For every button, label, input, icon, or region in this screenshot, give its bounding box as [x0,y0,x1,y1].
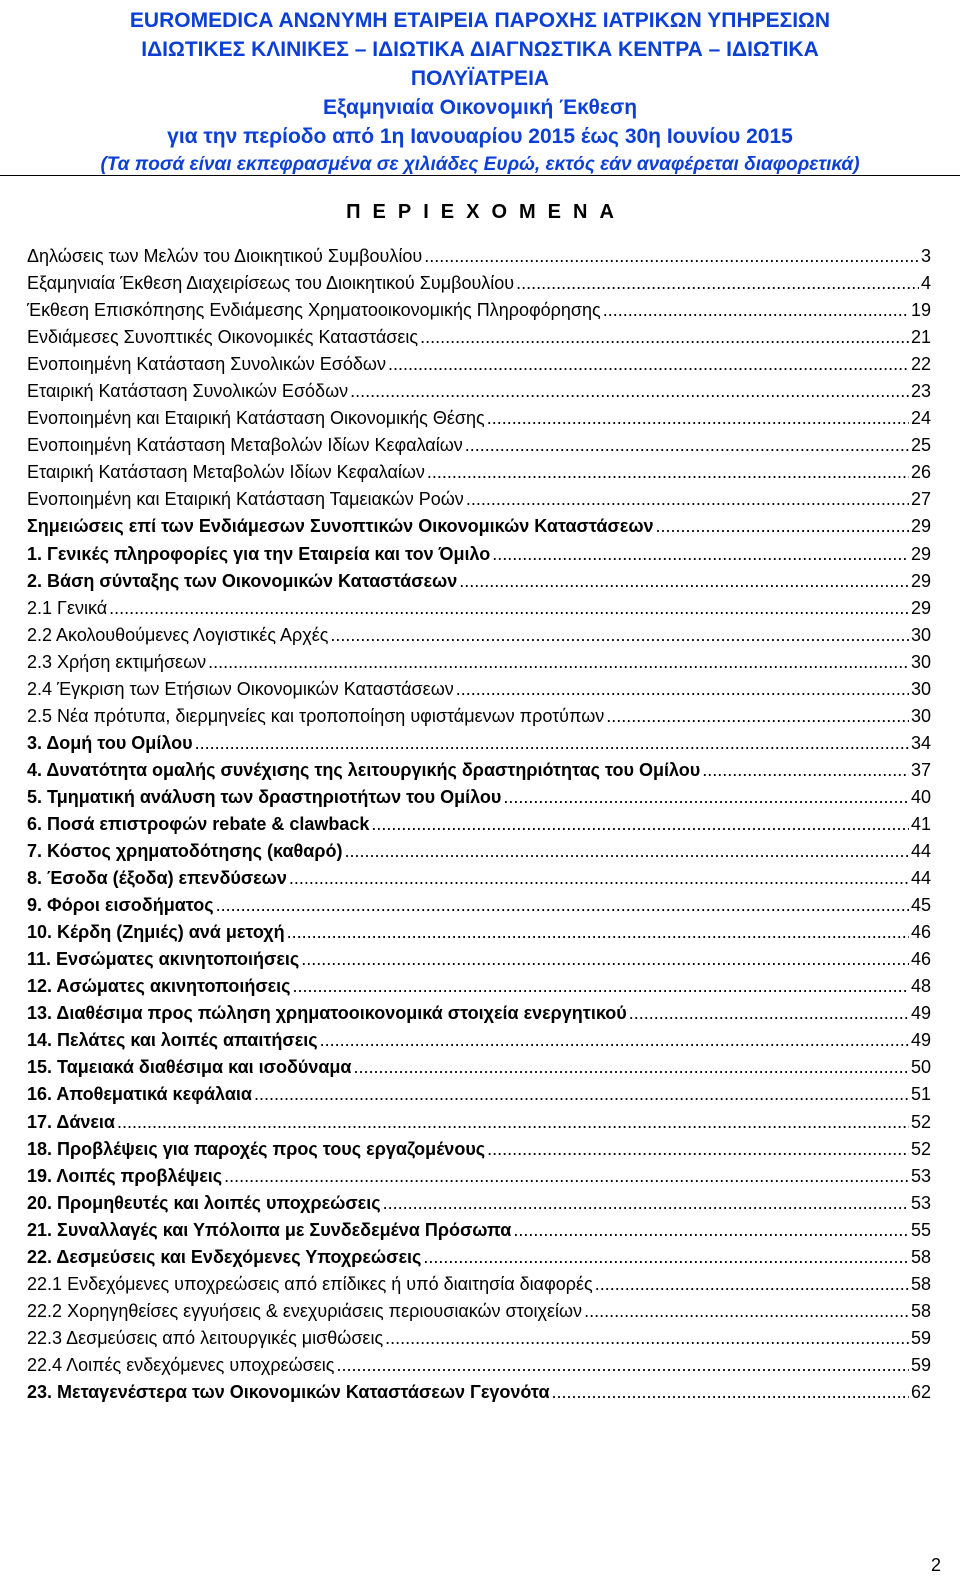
toc-entry[interactable] [27,919,931,946]
toc-dot-leader [656,513,909,540]
toc-entry-page: 59 [910,1327,931,1348]
toc-entry[interactable] [27,1217,931,1244]
toc-entry-page: 44 [910,868,931,889]
toc-entry-label [27,784,501,811]
toc-entry-number: 2.4 [27,678,53,699]
toc-dot-leader [629,1000,909,1027]
toc-entry-number: 8. [27,868,43,889]
toc-entry-text: Εξαμηνιαία Έκθεση Διαχειρίσεως του Διοικητικού Συμβουλίου [27,273,515,294]
toc-entry-page: 50 [910,1057,931,1078]
toc-entry-page: 30 [910,705,931,726]
toc-entry-text: Τμηματική ανάλυση των δραστηριοτήτων του Ομίλου [47,786,502,807]
toc-entry-number: 22.4 [27,1354,63,1375]
toc-entry-text: Ακολουθούμενες Λογιστικές Αρχές [56,624,329,645]
toc-entry[interactable] [27,378,931,405]
toc-entry-page: 25 [910,435,931,456]
toc-entry-label [27,973,291,1000]
toc-entry-label [27,1352,334,1379]
toc-entry-number: 2.3 [27,651,53,672]
toc-entry-label [27,1136,485,1163]
toc-entry-number: 22.3 [27,1327,63,1348]
toc-entry[interactable] [27,1271,931,1298]
toc-entry[interactable] [27,892,931,919]
toc-entry-text: Προμηθευτές και λοιπές υποχρεώσεις [57,1192,381,1213]
toc-entry-label [27,1054,352,1081]
toc-dot-leader [603,297,909,324]
toc-entry[interactable] [27,568,931,595]
toc-entry[interactable] [27,351,931,378]
toc-entry-text: Ταμειακά διαθέσιμα και ισοδύναμα [57,1057,352,1078]
toc-entry[interactable] [27,1081,931,1108]
toc-entry-label [27,405,485,432]
toc-entry-text: Μεταγενέστερα των Οικονομικών Καταστάσεων Γεγονότα [57,1381,550,1402]
toc-entry-page: 30 [910,624,931,645]
toc-entry[interactable] [27,649,931,676]
toc-entry-page: 49 [910,1030,931,1051]
toc-entry[interactable] [27,757,931,784]
toc-entry[interactable] [27,243,931,270]
toc-entry-label [27,838,342,865]
toc-entry[interactable] [27,1027,931,1054]
toc-entry-label [27,703,604,730]
toc-entry-label [27,946,299,973]
toc-dot-leader [492,541,909,568]
toc-entry-page: 55 [910,1219,931,1240]
header-divider [0,175,960,176]
toc-entry-label [27,1027,318,1054]
toc-entry-number: 3. [27,732,43,753]
toc-dot-leader [584,1298,909,1325]
toc-entry-page: 29 [910,543,931,564]
toc-entry-label [27,568,457,595]
toc-entry[interactable] [27,946,931,973]
toc-entry-label [27,1190,381,1217]
toc-entry-text: Εταιρική Κατάσταση Συνολικών Εσόδων [27,381,349,402]
toc-entry-number: 9. [27,895,43,916]
toc-entry[interactable] [27,1244,931,1271]
toc-entry-text: Γενικές πληροφορίες για την Εταιρεία και τον Όμιλο [47,543,491,564]
toc-entry-label [27,270,514,297]
toc-entry[interactable] [27,1352,931,1379]
toc-entry-number: 23. [27,1381,53,1402]
toc-dot-leader [208,649,909,676]
toc-entry[interactable] [27,405,931,432]
toc-dot-leader [301,946,909,973]
toc-entry-page: 59 [910,1354,931,1375]
toc-entry-text: Φόροι εισοδήματος [47,895,214,916]
toc-dot-leader [216,892,909,919]
toc-entry-label [27,486,464,513]
toc-dot-leader [195,730,909,757]
toc-entry[interactable] [27,459,931,486]
toc-entry-number: 2.2 [27,624,53,645]
page-number: 2 [930,1555,941,1575]
toc-entry-page: 52 [910,1138,931,1159]
toc-entry[interactable] [27,838,931,865]
toc-dot-leader [388,351,909,378]
toc-dot-leader [383,1190,909,1217]
toc-entry-text: Συναλλαγές και Υπόλοιπα με Συνδεδεμένα Πρόσωπα [57,1219,512,1240]
toc-entry-number: 13. [27,1003,53,1024]
toc-entry-label [27,1325,383,1352]
toc-entry-number: 18. [27,1138,53,1159]
toc-entry-label [27,1217,511,1244]
toc-entry-text: Ασώματες ακινητοποιήσεις [56,976,291,997]
toc-entry-page: 19 [910,300,931,321]
toc-entry-text: Αποθεματικά κεφάλαια [56,1084,252,1105]
toc-entry-label [27,730,193,757]
toc-dot-leader [254,1081,909,1108]
toc-entry-text: Κέρδη (Ζημιές) ανά μετοχή [57,922,285,943]
toc-dot-leader [224,1163,909,1190]
toc-entry[interactable] [27,1136,931,1163]
toc-entry[interactable] [27,811,931,838]
toc-entry-label [27,649,206,676]
document-header [0,0,960,178]
toc-entry-page: 58 [910,1246,931,1267]
toc-entry-number: 22.2 [27,1300,63,1321]
toc-entry[interactable] [27,1190,931,1217]
toc-entry-page: 58 [910,1300,931,1321]
toc-entry-number: 7. [27,841,43,862]
table-of-contents [27,243,931,1406]
toc-entry[interactable] [27,297,931,324]
toc-entry-text: Ενσώματες ακινητοποιήσεις [56,949,300,970]
toc-entry-page: 30 [910,651,931,672]
header-currency-note: (Τα ποσά είναι εκπεφρασμένα σε χιλιάδες Ευρώ, εκτός εάν αναφέρεται διαφορετικά) [100,154,860,175]
toc-entry-text: Έσοδα (έξοδα) επενδύσεων [47,868,287,889]
toc-entry-text: Προβλέψεις για παροχές προς τους εργαζομένους [57,1138,486,1159]
toc-entry-number: 2. [27,570,43,591]
header-company-activities: ΙΔΙΩΤΙΚΕΣ ΚΛΙΝΙΚΕΣ – ΙΔΙΩΤΙΚΑ ΔΙΑΓΝΩΣΤΙΚΑ ΚΕΝΤΡΑ – ΙΔΙΩΤΙΚΑ [141,38,819,61]
toc-dot-leader [427,459,909,486]
toc-entry[interactable] [27,1054,931,1081]
toc-entry-text: Βάση σύνταξης των Οικονομικών Καταστάσεων [47,570,458,591]
toc-entry-label [27,1244,421,1271]
toc-entry-text: Διαθέσιμα προς πώληση χρηματοοικονομικά στοιχεία ενεργητικού [56,1003,627,1024]
toc-entry-page: 53 [910,1192,931,1213]
toc-entry-page: 30 [910,678,931,699]
toc-entry-page: 41 [910,813,931,834]
toc-dot-leader [344,838,909,865]
toc-entry[interactable] [27,622,931,649]
toc-entry-page: 34 [910,732,931,753]
toc-entry-label [27,1379,550,1406]
toc-entry-page: 45 [910,895,931,916]
toc-entry-number: 10. [27,922,53,943]
toc-entry[interactable] [27,703,931,730]
toc-entry-text: Γενικά [57,597,108,618]
toc-entry-text: Ενοποιημένη και Εταιρική Κατάσταση Οικονομικής Θέσης [27,408,485,429]
toc-entry-label [27,243,422,270]
toc-entry-label [27,1163,222,1190]
toc-entry-page: 48 [910,976,931,997]
toc-entry-page: 51 [910,1084,931,1105]
toc-entry-number: 11. [27,949,52,970]
toc-dot-leader [606,703,909,730]
header-company-activities-cont: ΠΟΛΥΪΑΤΡΕΙΑ [410,67,550,90]
toc-entry-label [27,378,348,405]
toc-dot-leader [552,1379,909,1406]
toc-entry[interactable] [27,513,931,540]
toc-dot-leader [354,1054,909,1081]
toc-entry-label [27,595,107,622]
toc-entry-number: 12. [27,976,53,997]
toc-entry-page: 29 [910,570,931,591]
toc-entry-page: 40 [910,786,931,807]
toc-entry-page: 3 [920,246,931,266]
toc-entry-text: Ενοποιημένη και Εταιρική Κατάσταση Ταμειακών Ροών [27,489,464,510]
toc-entry-text: Χορηγηθείσες εγγυήσεις & ενεχυριάσεις περιουσιακών στοιχείων [67,1300,583,1321]
toc-entry-text: Δεσμεύσεις από λειτουργικές μισθώσεις [66,1327,384,1348]
toc-entry-text: Λοιπές προβλέψεις [56,1165,223,1186]
toc-entry-text: Χρήση εκτιμήσεων [57,651,207,672]
toc-dot-leader [420,324,909,351]
toc-dot-leader [287,919,909,946]
toc-entry[interactable] [27,541,931,568]
toc-entry-number: 4. [27,759,43,780]
toc-entry[interactable] [27,1109,931,1136]
toc-dot-leader [289,865,909,892]
toc-entry-label [27,919,285,946]
toc-entry-number: 16. [27,1084,53,1105]
toc-entry-text: Ενοποιημένη Κατάσταση Μεταβολών Ιδίων Κεφαλαίων [27,435,463,456]
toc-dot-leader [456,676,909,703]
toc-entry-page: 27 [910,489,931,510]
toc-entry[interactable] [27,595,931,622]
toc-entry-text: Ενδεχόμενες υποχρεώσεις από επίδικες ή υπό διαιτησία διαφορές [67,1273,593,1294]
toc-entry-label [27,513,654,540]
toc-dot-leader [371,811,909,838]
toc-entry-number: 1. [27,543,43,564]
toc-dot-leader [336,1352,909,1379]
toc-dot-leader [465,432,909,459]
toc-entry-text: Νέα πρότυπα, διερμηνείες και τροποποίηση υφιστάμενων προτύπων [57,705,605,726]
toc-entry-number: 2.5 [27,705,53,726]
toc-dot-leader [702,757,909,784]
toc-entry-page: 22 [910,354,931,375]
toc-dot-leader [487,405,909,432]
toc-title: ΠΕΡΙΕΧΟΜΕΝΑ [346,201,626,223]
toc-entry-label [27,1298,582,1325]
toc-entry-number: 20. [27,1192,53,1213]
toc-entry-label [27,432,463,459]
toc-entry-text: Δεσμεύσεις και Ενδεχόμενες Υποχρεώσεις [56,1246,422,1267]
toc-entry-page: 29 [910,597,931,618]
toc-dot-leader [293,973,909,1000]
toc-entry-label [27,324,418,351]
toc-entry-page: 21 [910,327,931,348]
toc-entry[interactable] [27,1163,931,1190]
toc-entry-label [27,892,214,919]
toc-entry-page: 52 [910,1111,931,1132]
toc-dot-leader [595,1271,909,1298]
toc-dot-leader [513,1217,909,1244]
toc-entry-number: 17. [27,1111,53,1132]
toc-entry-label [27,1109,115,1136]
toc-entry-label [27,351,386,378]
toc-entry[interactable] [27,865,931,892]
header-company-name: EUROMEDICA ΑΝΩΝΥΜΗ ΕΤΑΙΡΕΙΑ ΠΑΡΟΧΗΣ ΙΑΤΡΙΚΩΝ ΥΠΗΡΕΣΙΩΝ [129,9,831,32]
toc-entry-label [27,622,328,649]
toc-entry-page: 58 [910,1273,931,1294]
toc-entry[interactable] [27,730,931,757]
toc-dot-leader [487,1136,909,1163]
toc-dot-leader [424,243,919,270]
toc-dot-leader [350,378,909,405]
toc-dot-leader [466,486,909,513]
header-report-period: για την περίοδο από 1η Ιανουαρίου 2015 έως 30η Ιουνίου 2015 [167,125,793,148]
toc-entry-text: Δυνατότητα ομαλής συνέχισης της λειτουργικής δραστηριότητας του Ομίλου [46,759,701,780]
toc-entry-text: Σημειώσεις επί των Ενδιάμεσων Συνοπτικών Οικονομικών Καταστάσεων [27,516,654,537]
toc-entry-text: Πελάτες και λοιπές απαιτήσεις [57,1030,318,1051]
toc-entry-text: Ποσά επιστροφών rebate & clawback [47,813,370,834]
toc-entry[interactable] [27,784,931,811]
toc-entry[interactable] [27,486,931,513]
toc-entry-text: Λοιπές ενδεχόμενες υποχρεώσεις [66,1354,335,1375]
toc-dot-leader [459,568,909,595]
toc-entry-number: 15. [27,1057,53,1078]
toc-entry-text: Εταιρική Κατάσταση Μεταβολών Ιδίων Κεφαλαίων [27,462,425,483]
toc-dot-leader [503,784,909,811]
toc-entry-page: 4 [920,273,931,294]
toc-dot-leader [423,1244,909,1271]
toc-dot-leader [117,1109,909,1136]
toc-entry-number: 22.1 [27,1273,63,1294]
toc-entry-label [27,676,454,703]
toc-entry-text: Δάνεια [56,1111,115,1132]
toc-dot-leader [320,1027,909,1054]
toc-entry[interactable] [27,973,931,1000]
toc-entry-page: 62 [910,1381,931,1402]
toc-entry-text: Έγκριση των Ετήσιων Οικονομικών Καταστάσεων [57,678,454,699]
toc-entry[interactable] [27,270,931,297]
toc-entry-page: 24 [910,408,931,429]
toc-entry-number: 14. [27,1030,53,1051]
toc-entry[interactable] [27,676,931,703]
header-report-title: Εξαμηνιαία Οικονομική Έκθεση [322,96,638,119]
toc-entry-number: 2.1 [27,597,53,618]
toc-entry-number: 22. [27,1246,53,1267]
toc-entry-page: 46 [910,949,931,970]
toc-entry-label [27,811,369,838]
toc-entry[interactable] [27,324,931,351]
toc-entry-label [27,541,490,568]
toc-entry-page: 37 [910,759,931,780]
toc-entry-label [27,1081,252,1108]
toc-entry-page: 26 [910,462,931,483]
toc-entry-text: Δηλώσεις των Μελών του Διοικητικού Συμβουλίου [27,246,423,266]
toc-entry-number: 5. [27,786,43,807]
toc-entry[interactable] [27,1000,931,1027]
toc-entry[interactable] [27,1379,931,1406]
toc-entry[interactable] [27,1298,931,1325]
toc-entry[interactable] [27,432,931,459]
toc-dot-leader [385,1325,909,1352]
toc-entry-page: 44 [910,841,931,862]
toc-entry-text: Έκθεση Επισκόπησης Ενδιάμεσης Χρηματοοικονομικής Πληροφόρησης [27,300,601,321]
toc-dot-leader [109,595,909,622]
toc-entry-page: 46 [910,922,931,943]
toc-entry-page: 49 [910,1003,931,1024]
toc-entry-label [27,1000,627,1027]
toc-entry-page: 53 [910,1165,931,1186]
toc-entry-label [27,459,425,486]
toc-entry-text: Κόστος χρηματοδότησης (καθαρό) [47,841,343,862]
toc-entry-page: 29 [910,516,931,537]
toc-entry-page: 23 [910,381,931,402]
toc-entry-label [27,757,700,784]
toc-entry-label [27,297,601,324]
toc-entry-number: 6. [27,813,43,834]
toc-entry[interactable] [27,1325,931,1352]
toc-entry-text: Δομή του Ομίλου [46,732,193,753]
toc-entry-label [27,1271,593,1298]
toc-entry-text: Ενοποιημένη Κατάσταση Συνολικών Εσόδων [27,354,386,375]
toc-entry-text: Ενδιάμεσες Συνοπτικές Οικονομικές Καταστάσεις [27,327,419,348]
toc-entry-number: 19. [27,1165,53,1186]
toc-entry-label [27,865,287,892]
toc-entry-number: 21. [27,1219,53,1240]
toc-dot-leader [516,270,919,297]
toc-dot-leader [330,622,909,649]
